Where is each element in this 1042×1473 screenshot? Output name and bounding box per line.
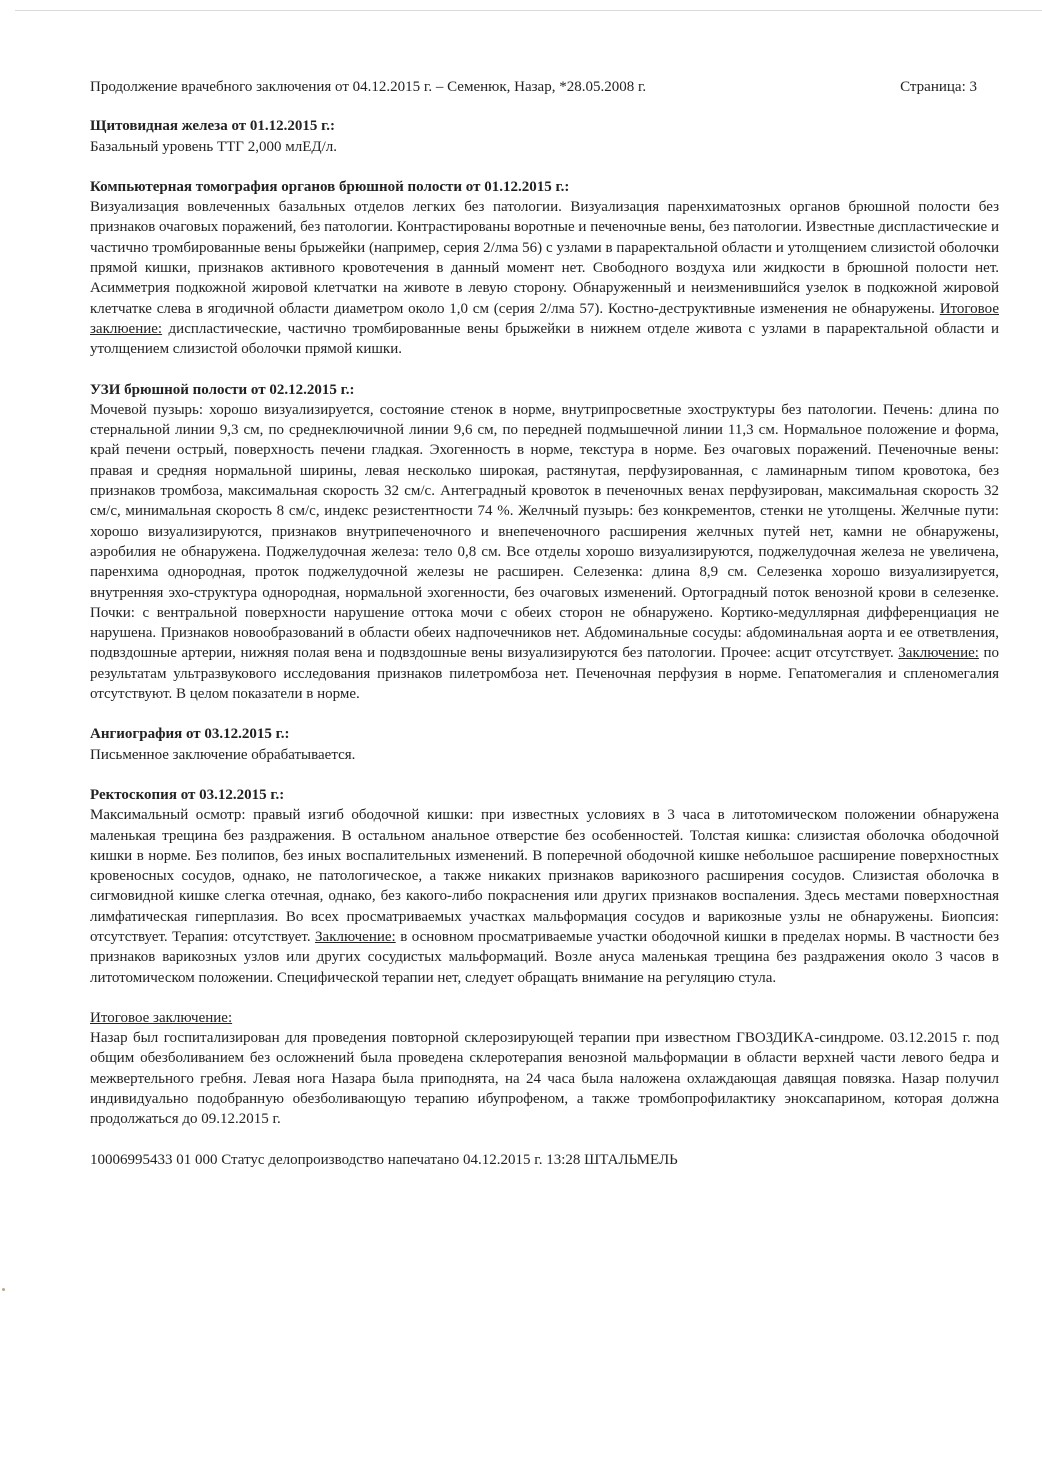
scan-speck (2, 1288, 5, 1291)
final-conclusion-label: Итоговое заключение: (90, 1009, 233, 1026)
final-conclusion-text: Назар был госпитализирован для проведения повторной склерозирующей терапии при известном ГВОЗДИКА-синдроме. 03.12.2015 г. под общим обезболиванием без осложнений была проведена склеротерапия венозной мальформации в области верхней части левого бедра и межвертельного гребня. Левая нога Назара была приподнята, на 24 часа была наложена охлаждающая давящая повязка. Назар получил индивидуально подобранную обезболивающую терапию ибупрофеном, а также тромбопрофилактику эноксапарином, которая должна продолжаться до 09.12.2015 г. (90, 1030, 999, 1128)
conclusion-text: по результатам ультразвукового исследования признаков пилетромбоза нет. Печеночная перфузия в норме. Гепатомегалия и спленомегалия отсутствуют. В целом показатели в норме. (90, 645, 1000, 703)
page-number: Страница: 3 (900, 79, 977, 95)
conclusion-text: в основном просматриваемые участки ободочной кишки в пределах нормы. В частности без признаков варикозных узлов или других сосудистых мальформаций. Возле ануса маленькая трещина без раздражения около 3 часов в литотомическом положении. Специфической терапии нет, следует обращать внимание на регуляцию стула. (90, 928, 999, 986)
conclusion-label: Заключение: (315, 928, 396, 945)
header-continuation: Продолжение врачебного заключения от 04.12.2015 г. – Семенюк, Назар, *28.05.2008 г. (90, 79, 647, 95)
section-text: Визуализация вовлеченных базальных отделов легких без патологии. Визуализация паренхиматозных органов брюшной полости без признаков очаговых поражений, без патологии. Контрастированы воротные и печеночные вены, без патологии. Известные диспластические и частично тромбированные вены брыжейки (например, серия 2/лма 56) с узлами в параректальной области и утолщением слизистой оболочки прямой кишки, признаков активного кровотечения в данный момент нет. Свободного воздуха или жидкости в брюшной полости нет. Асимметрия подкожной жировой клетчатки на животе в левую сторону. Обнаруженный и неизменившийся узелок в подкожной жировой клетчатке слева в ягодичной области диаметром около 1,0 см (серия 2/лма 57). Костно-деструктивные изменения не обнаружены. (90, 199, 999, 317)
conclusion-label: Заключение: (898, 645, 979, 662)
section-title: Ректоскопия от 03.12.2015 г.: (90, 786, 285, 803)
section-ct (90, 177, 999, 360)
section-ultrasound (90, 380, 999, 705)
print-status-footer: 10006995433 01 000 Статус делопроизводство напечатано 04.12.2015 г. 13:28 ШТАЛЬМЕЛЬ (90, 1151, 678, 1168)
section-text: Мочевой пузырь: хорошо визуализируется, состояние стенок в норме, внутрипросветные эхоструктуры без патологии. Печень: длина по стернальной линии 9,3 см, по среднеключичной линии 9,6 см, по передней подмышечной линии 11,3 см. Нормальное положение и форма, край печени острый, поверхность печени гладкая. Эхогенность в норме, текстура в норме. Без очаговых поражений. Печеночные вены: правая и средняя нормальной ширины, левая несколько широкая, растянутая, перфузированная, с ламинарным типом кровотока, без признаков тромбоза, максимальная скорость 32 см/с. Антеградный кровоток в печеночных венах перфузирован, максимальная скорость 32 см/с, минимальная скорость 8 см/с, индекс резистентности 74 %. Желчный пузырь: без конкрементов, стенки не утолщены. Желчные пути: хорошо визуализируются, признаков внутрипеченочного и внепеченочного расширения желчных путей нет, камни не обнаружены, аэробилия не обнаружена. Поджелудочная железа: тело 0,8 см. Все отделы хорошо визуализируются, поджелудочная железа не увеличена, паренхима однородная, проток поджелудочной железы не расширен. Селезенка: длина 8,9 см. Селезенка хорошо визуализируется, внутренняя эхо-структура однородная, нормальной эхогенности, без очаговых изменений. Ортоградный поток венозной крови в селезенке. Почки: с вентральной поверхности нарушение оттока мочи с обеих сторон не обнаружено. Кортико-медуллярная дифференциация не нарушена. Признаков новообразований в области обеих надпочечников нет. Абдоминальные сосуды: абдоминальная аорта и ее ответвления, подвздошные артерии, нижняя полая вена и подвздошные вены визуализируются без патологии. Прочее: асцит отсутствует. (90, 401, 999, 662)
section-title: Щитовидная железа от 01.12.2015 г.: (90, 118, 335, 135)
section-rectoscopy (90, 785, 999, 988)
section-text: Максимальный осмотр: правый изгиб ободочной кишки: при известных условиях в 3 часа в литотомическом положении обнаружена маленькая трещина без раздражения. В остальном анальное отверстие без особенностей. Толстая кишка: слизистая оболочка ободочной кишки в норме. Без полипов, без иных воспалительных изменений. В поперечной ободочной кишке небольшое расширение поверхностных кровеносных сосудов, однако, не патологическое, а также никаких признаков варикозного расширения сосудов. Слизистая оболочка в сигмовидной кишке слегка отечная, однако, без какого-либо покраснения или других признаков воспаления. Здесь местами поверхностная лимфатическая гиперплазия. Во всех просматриваемых участках мальформация сосудов и варикозные узлы не обнаружены. Биопсия: отсутствует. Терапия: отсутствует. (90, 807, 999, 945)
section-title: Компьютерная томография органов брюшной полости от 01.12.2015 г.: (90, 178, 570, 195)
document-page (90, 77, 999, 1170)
section-title: Ангиография от 03.12.2015 г.: (90, 726, 290, 743)
section-text: Письменное заключение обрабатывается. (90, 746, 356, 763)
section-title: УЗИ брюшной полости от 02.12.2015 г.: (90, 381, 355, 398)
section-final-conclusion (90, 1008, 999, 1130)
section-body (90, 805, 999, 988)
section-body (90, 197, 999, 359)
conclusion-text: диспластические, частично тромбированные вены брыжейки в нижнем отделе живота с узлами в параректальной области и утолщением слизистой оболочки прямой кишки. (90, 320, 999, 358)
scan-edge-line (15, 10, 1042, 11)
page-header (90, 77, 999, 97)
section-angiography (90, 724, 999, 765)
section-thyroid (90, 116, 999, 157)
conclusion-label: Итоговое заклюение: (90, 300, 999, 337)
section-body (90, 400, 999, 704)
section-text: Базальный уровень ТТГ 2,000 млЕД/л. (90, 138, 337, 155)
